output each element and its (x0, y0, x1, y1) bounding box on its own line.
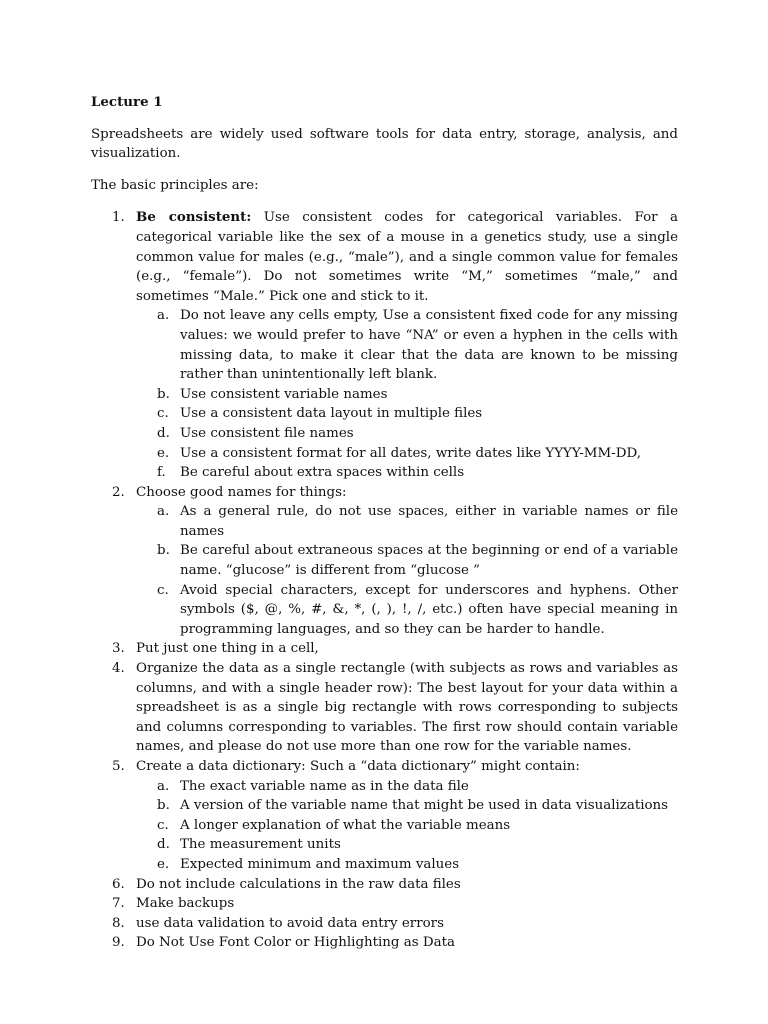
principle-item (91, 894, 678, 914)
principle-text: Do not include calculations in the raw data files (136, 876, 461, 892)
principle-text: Do Not Use Font Color or Highlighting as Data (136, 935, 455, 951)
subitem-letter: a. (157, 778, 170, 794)
principles-lead: The basic principles are: (91, 177, 259, 193)
principle-number: 2. (112, 484, 125, 500)
principle-number: 1. (112, 210, 125, 226)
subitem-text: Use a consistent format for all dates, write dates like YYYY-MM-DD, (180, 445, 641, 461)
subitem-letter: d. (157, 425, 170, 441)
subitem-text: Expected minimum and maximum values (180, 856, 460, 872)
subitem-list (136, 306, 678, 482)
intro-paragraph: Spreadsheets are widely used software tools for data entry, storage, analysis, and visualization. (91, 126, 678, 162)
principle-number: 5. (112, 759, 125, 774)
subitem-text: The measurement units (180, 837, 341, 853)
subitem (136, 502, 678, 541)
subitem-text: The exact variable name as in the data file (180, 778, 469, 794)
subitem (136, 777, 678, 797)
principle-item (91, 483, 678, 640)
principle-text: Use consistent codes for categorical variables. For a categorical variable like the sex of a mouse in a genetics study, use a single common value for males (e.g., “male”), and a single common value for females (e.g., “female”). Do not sometimes write “M,” sometimes “male,” and sometimes “Male.” Pick one and stick to it. (136, 210, 678, 304)
subitem-text: Use consistent file names (180, 425, 354, 441)
principle-text: Create a data dictionary: Such a “data dictionary” might contain: (136, 759, 580, 774)
subitem (136, 424, 678, 444)
subitem (136, 541, 678, 580)
subitem (136, 385, 678, 405)
subitem (136, 444, 678, 464)
principle-number: 9. (112, 935, 125, 951)
principle-lead: Be consistent: (136, 209, 252, 226)
subitem (136, 835, 678, 855)
subitem-text: A longer explanation of what the variable means (180, 817, 511, 833)
subitem-letter: d. (157, 837, 170, 853)
subitem (136, 306, 678, 384)
subitem-letter: c. (157, 582, 169, 598)
subitem-letter: e. (157, 856, 170, 872)
lecture-title: Lecture 1 (91, 94, 163, 110)
principle-number: 8. (112, 915, 125, 931)
subitem-text: Use a consistent data layout in multiple files (180, 406, 483, 422)
subitem-text: Use consistent variable names (180, 386, 388, 402)
principle-item (91, 659, 678, 757)
subitem-text: Be careful about extra spaces within cells (180, 465, 465, 481)
subitem-letter: a. (157, 504, 170, 520)
subitem-text: A version of the variable name that might be used in data visualizations (180, 798, 669, 814)
principle-item (91, 914, 678, 934)
principle-text: Put just one thing in a cell, (136, 641, 319, 657)
principle-number: 7. (112, 896, 125, 912)
principle-item (91, 208, 678, 482)
subitem-letter: b. (157, 386, 170, 402)
subitem (136, 581, 678, 640)
principle-number: 4. (112, 661, 125, 677)
subitem-letter: e. (157, 445, 170, 461)
principle-text: Make backups (136, 896, 235, 912)
principle-text: use data validation to avoid data entry errors (136, 915, 444, 931)
subitem (136, 463, 678, 483)
subitem-letter: b. (157, 798, 170, 814)
subitem-text: Do not leave any cells empty, Use a consistent fixed code for any missing values: we would prefer to have “NA” or even a hyphen in the cells with missing data, to make it clear that the data are known to be missing rather than unintentionally left blank. (180, 308, 678, 383)
subitem-letter: c. (157, 817, 169, 833)
principle-item (91, 639, 678, 659)
subitem-text: As a general rule, do not use spaces, either in variable names or file names (180, 504, 678, 539)
subitem (136, 855, 678, 875)
subitem (136, 816, 678, 836)
subitem-letter: b. (157, 543, 170, 559)
subitem-letter: a. (157, 308, 170, 324)
subitem-list (136, 777, 678, 875)
subitem (136, 404, 678, 424)
principle-item (91, 933, 678, 953)
subitem-letter: f. (157, 465, 166, 481)
principle-text: Organize the data as a single rectangle (with subjects as rows and variables as columns, and with a single header row): The best layout for your data within a spreadsheet is as a single big rectangle with rows corresponding to subjects and columns corresponding to variables. The first row should contain variable names, and please do not use more than one row for the variable names. (136, 661, 678, 755)
subitem-list (136, 502, 678, 639)
principle-item (91, 757, 678, 875)
principle-text: Choose good names for things: (136, 484, 347, 500)
subitem-text: Avoid special characters, except for underscores and hyphens. Other symbols ($, @, %, #, &, *, (, ), !, /, etc.) often have special meaning in programming languages, and so they can be harder to handle. (180, 582, 678, 637)
principle-number: 6. (112, 876, 125, 892)
subitem-text: Be careful about extraneous spaces at the beginning or end of a variable name. “glucose” is different from “glucose ” (180, 543, 678, 579)
principle-item (91, 875, 678, 895)
principles-list (91, 208, 678, 953)
subitem-letter: c. (157, 406, 169, 422)
principle-number: 3. (112, 641, 125, 657)
subitem (136, 796, 678, 816)
